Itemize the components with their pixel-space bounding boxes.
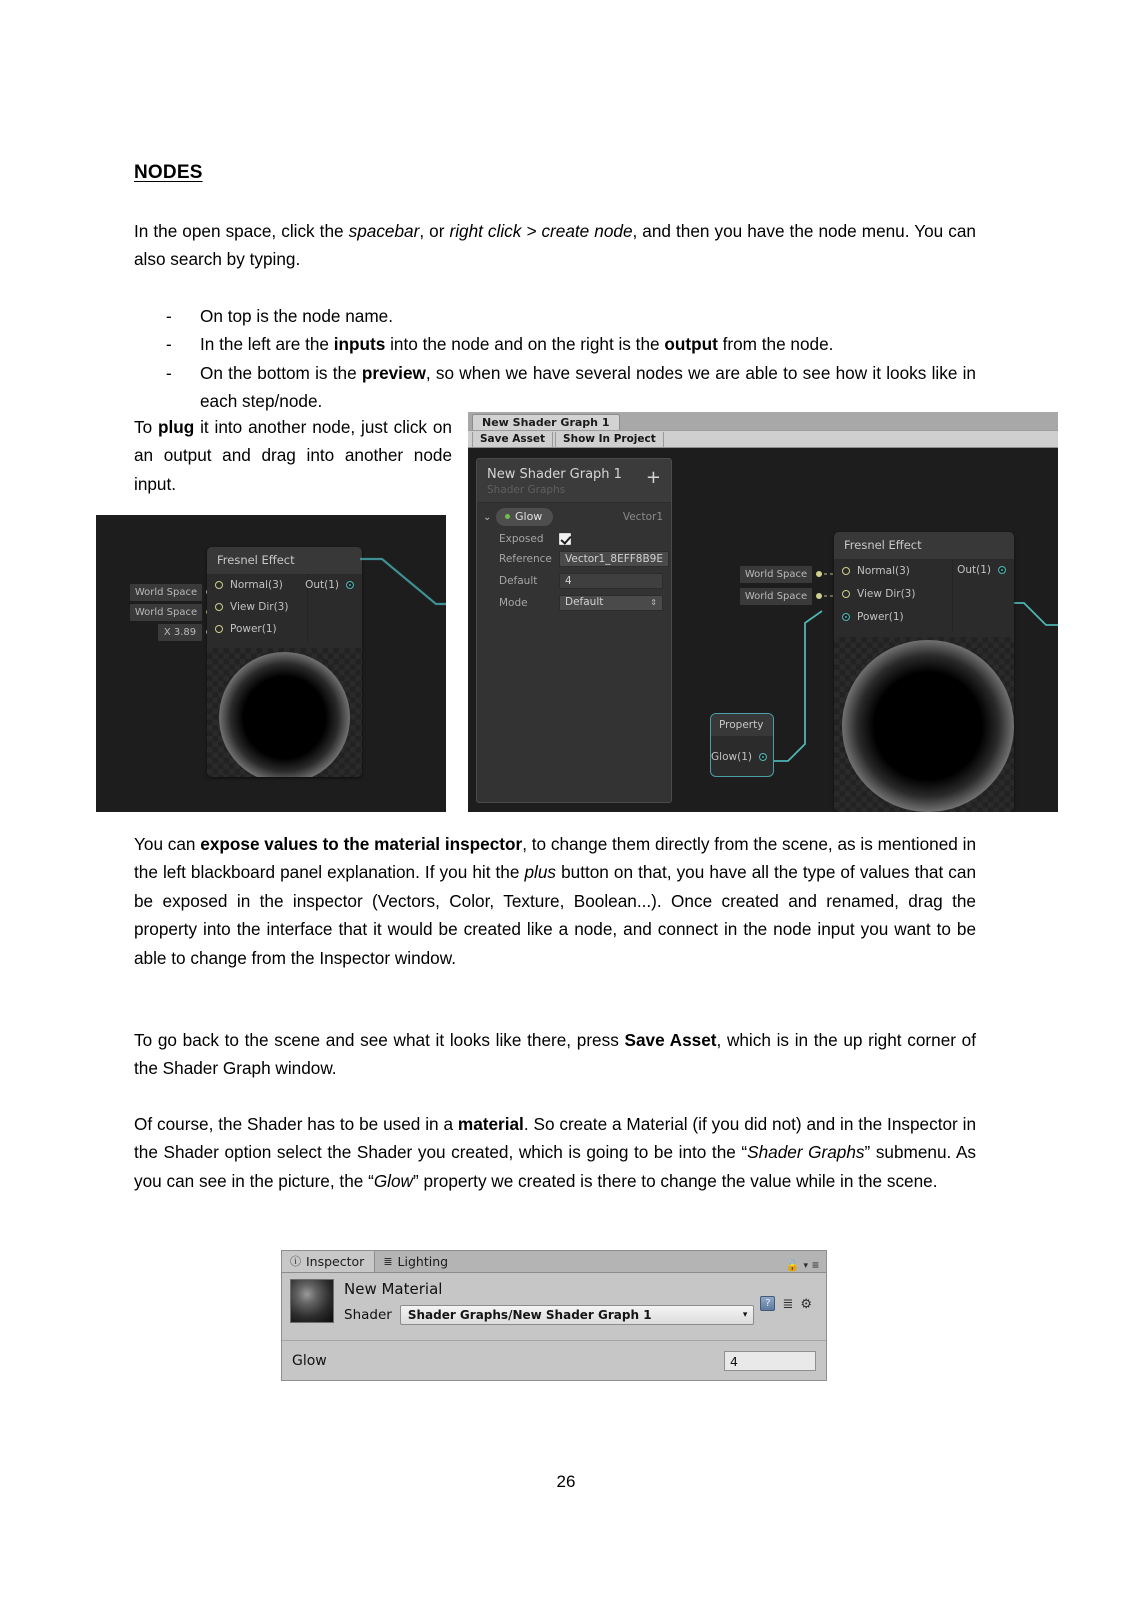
material-text-2: . So create a Material (if you did not) and in the Inspector in the Shader option select the Shader you created, which is going to be into the “ [134, 1114, 977, 1163]
material-bold: material [457, 1114, 524, 1134]
field-exposed[interactable] [477, 530, 671, 548]
port-out[interactable] [305, 574, 354, 596]
bullet-bold-output: output [664, 334, 718, 355]
port-dot-icon[interactable] [842, 590, 850, 598]
chevron-down-icon: ▾ [742, 1309, 748, 1320]
property-dot-icon [505, 514, 510, 519]
inspector-header-actions [786, 1258, 826, 1272]
lock-icon[interactable]: 🔓 [785, 1259, 800, 1272]
shader-value: Shader Graphs/New Shader Graph 1 [407, 1307, 652, 1322]
exposed-checkbox[interactable] [559, 533, 571, 545]
shader-label: Shader [344, 1307, 392, 1323]
bullet-text-1: In the left are the [200, 334, 334, 355]
property-row-glow [282, 1340, 826, 1380]
material-preview-thumbnail [290, 1279, 334, 1323]
preview-sphere [842, 640, 1014, 812]
bullet-text-3: from the node. [717, 334, 834, 355]
pill-dot-normal[interactable] [816, 571, 822, 577]
input-pill-normal[interactable]: World Space [740, 566, 812, 583]
input-pill-viewdir[interactable]: World Space [740, 588, 812, 605]
expose-bold: expose values to the material inspector [200, 834, 523, 854]
expose-em-plus: plus [524, 862, 557, 883]
material-em-shadergraphs: Shader Graphs [747, 1142, 865, 1163]
inspector-body [282, 1273, 826, 1380]
plug-bold: plug [157, 417, 195, 437]
shader-dropdown[interactable] [400, 1305, 755, 1325]
node-fresnel-effect[interactable] [834, 532, 1014, 812]
list-item [134, 359, 976, 416]
tab-inspector[interactable] [282, 1251, 375, 1272]
port-dot-icon[interactable] [759, 753, 767, 761]
bullet-text-1: On the bottom is the [200, 362, 362, 383]
sliders-icon: ≣ [383, 1254, 393, 1268]
preview-sphere [219, 652, 350, 777]
shader-graph-toolbar [468, 430, 1058, 448]
expose-text-2: , to change them directly from the scene, as is mentioned in the left blackboard panel explanation. If you hit the [134, 834, 977, 883]
save-text-2: , which is in the up right corner of the Shader Graph window. [134, 1030, 977, 1079]
inspector-screenshot [281, 1250, 827, 1381]
node-title: Fresnel Effect [207, 547, 362, 574]
inspector-tabbar [282, 1251, 826, 1273]
port-viewdir[interactable] [207, 596, 362, 618]
info-icon: ⓘ [290, 1255, 301, 1268]
graph-canvas [468, 448, 1058, 812]
field-mode[interactable] [477, 592, 671, 614]
property-type: Vector1 [622, 511, 663, 523]
port-glow-out[interactable] [711, 746, 767, 768]
bullet-text [200, 359, 976, 416]
port-viewdir[interactable] [834, 582, 1014, 605]
field-reference[interactable] [477, 548, 671, 570]
bullet-list [134, 302, 976, 416]
material-action-icons [754, 1279, 818, 1325]
add-property-button[interactable]: + [645, 467, 661, 488]
port-out[interactable] [957, 559, 1006, 581]
bullet-text-2: into the node and on the right is the [385, 334, 665, 355]
blackboard-header [477, 459, 671, 503]
window-tab[interactable]: New Shader Graph 1 [472, 414, 620, 431]
field-label: Exposed [499, 533, 544, 545]
port-dot-icon[interactable] [842, 613, 850, 621]
field-label: Mode [499, 597, 528, 609]
list-item [134, 302, 976, 330]
node-title: Property [711, 714, 773, 736]
intro-text-3: , and then you have the node menu. You can also search by typing. [134, 221, 976, 270]
material-text-4: ” property we created is there to change the value while in the scene. [412, 1170, 938, 1191]
save-bold: Save Asset [624, 1030, 717, 1050]
preset-icon[interactable]: ≣ [782, 1295, 794, 1311]
bullet-bold-preview: preview [361, 362, 426, 383]
shader-graph-screenshot-left [96, 515, 446, 812]
default-input[interactable]: 4 [559, 573, 663, 589]
node-property[interactable] [710, 713, 774, 777]
port-dot-icon[interactable] [215, 581, 223, 589]
material-text-1: Of course, the Shader has to be used in a [134, 1114, 458, 1134]
blackboard-property-row[interactable] [477, 503, 671, 530]
bullet-dash: - [166, 334, 172, 355]
paragraph-intro [134, 217, 976, 274]
property-name: Glow [515, 510, 543, 523]
mode-dropdown[interactable] [559, 595, 663, 611]
tab-label: Lighting [397, 1253, 449, 1269]
node-title: Fresnel Effect [834, 532, 1014, 559]
port-dot-icon[interactable] [842, 567, 850, 575]
port-dot-icon[interactable] [215, 603, 223, 611]
intro-em-spacebar: spacebar [348, 221, 420, 241]
input-pill-power[interactable]: X 3.89 [158, 624, 202, 641]
port-dot-icon[interactable] [346, 581, 354, 589]
expose-text-3: button on that, you have all the type of values that can be exposed in the inspector (Vectors, Color, Texture, Boolean...). Once created and renamed, drag the property into the interface that it would be created like a node, and connect in the node input you want to be able to change from the Inspector window. [134, 862, 977, 968]
property-chip[interactable] [496, 508, 553, 526]
node-ports [834, 559, 1014, 631]
chevron-down-icon[interactable]: ⌄ [483, 511, 492, 523]
port-label: Normal(3) [230, 579, 283, 591]
bullet-dash: - [166, 362, 172, 383]
input-pill-normal[interactable]: World Space [130, 584, 202, 601]
field-default[interactable] [477, 570, 671, 592]
bullet-text-2: , so when we have several nodes we are able to see how it looks like in each step/node. [200, 362, 976, 412]
port-label: Out(1) [305, 579, 339, 591]
plug-text-1: To [134, 417, 158, 437]
intro-em-rightclick: right click > create node [449, 221, 633, 241]
paragraph-expose [134, 830, 976, 972]
pill-dot-viewdir[interactable] [816, 593, 822, 599]
node-ports [207, 574, 362, 642]
node-divider [952, 559, 953, 631]
material-text-3: ” submenu. As you can see in the picture, the “ [134, 1142, 976, 1191]
node-fresnel-effect[interactable] [207, 547, 362, 777]
port-label: Power(1) [230, 623, 277, 635]
field-label: Default [499, 575, 538, 587]
port-dot-icon[interactable] [998, 566, 1006, 574]
intro-text-2: , or [419, 221, 450, 241]
save-asset-button[interactable]: Save Asset [472, 432, 553, 447]
port-label: Glow(1) [711, 751, 752, 763]
port-label: View Dir(3) [230, 601, 289, 613]
mode-value: Default [565, 596, 604, 608]
material-header-row [282, 1273, 826, 1325]
plug-text-2: it into another node, just click on an output and drag into another node input. [134, 417, 452, 494]
expose-text-1: You can [134, 834, 201, 854]
field-label: Reference [499, 553, 552, 565]
port-label: View Dir(3) [857, 587, 916, 600]
show-in-project-button[interactable]: Show In Project [555, 432, 664, 447]
tab-label: Inspector [306, 1253, 365, 1269]
save-text-1: To go back to the scene and see what it looks like there, press [134, 1030, 625, 1050]
list-item [134, 330, 976, 358]
shader-row [344, 1305, 754, 1325]
shader-graph-screenshot-right [468, 412, 1058, 812]
page-title: NODES [134, 162, 203, 183]
bullet-dash: - [166, 306, 172, 326]
blackboard-title: New Shader Graph 1 [487, 467, 622, 482]
paragraph-material [134, 1110, 976, 1195]
paragraph-save-asset [134, 1026, 976, 1083]
glow-label: Glow [292, 1352, 327, 1369]
port-label: Normal(3) [857, 564, 910, 577]
reference-input[interactable]: Vector1_8EFF8B9E [559, 551, 669, 567]
paragraph-plug [134, 413, 452, 498]
node-preview [207, 648, 362, 777]
material-name: New Material [344, 1280, 443, 1298]
tab-lighting[interactable] [375, 1251, 458, 1272]
blackboard-panel[interactable] [476, 458, 672, 803]
blackboard-subtitle: Shader Graphs [487, 484, 566, 496]
port-dot-icon[interactable] [215, 625, 223, 633]
glow-input[interactable]: 4 [724, 1351, 816, 1371]
bullet-text [200, 330, 976, 358]
menu-icon[interactable]: ≡ [811, 1258, 819, 1272]
intro-text-1: In the open space, click the [134, 221, 349, 241]
gear-icon[interactable]: ⚙ [800, 1295, 812, 1311]
material-em-glow: Glow [373, 1170, 413, 1191]
node-preview [834, 637, 1014, 812]
input-pill-viewdir[interactable]: World Space [130, 604, 202, 621]
page-number: 26 [556, 1472, 576, 1491]
port-power[interactable] [207, 618, 362, 640]
bullet-bold-inputs: inputs [333, 334, 386, 355]
book-icon[interactable] [760, 1296, 775, 1311]
window-tabbar [468, 412, 1058, 430]
material-fields [334, 1279, 754, 1325]
port-label: Power(1) [857, 610, 904, 623]
port-power[interactable] [834, 605, 1014, 628]
port-label: Out(1) [957, 564, 991, 576]
bullet-text: On top is the node name. [200, 306, 394, 326]
chevron-down-icon[interactable]: ▾ [803, 1259, 808, 1270]
chevron-updown-icon: ⇕ [650, 597, 657, 607]
